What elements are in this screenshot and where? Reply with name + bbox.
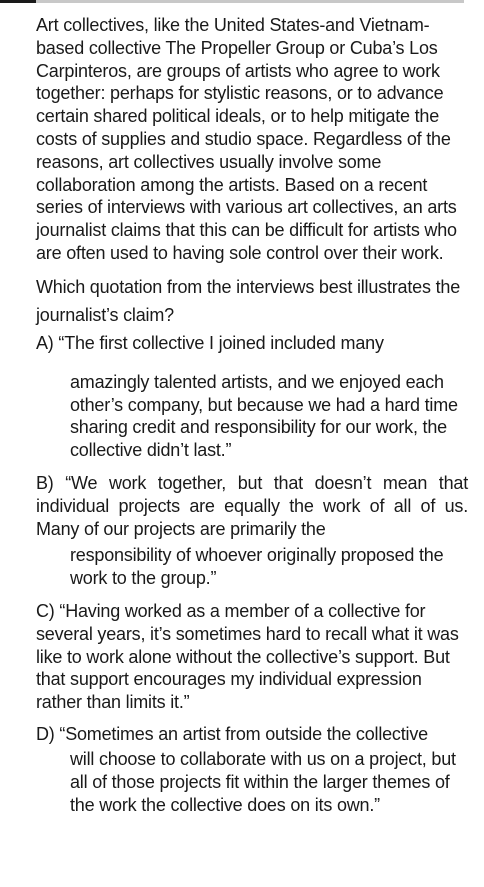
top-rule [36, 0, 464, 3]
choice-d-lead: D) “Sometimes an artist from outside the collective [36, 723, 428, 744]
choice-a-continuation: amazingly talented artists, and we enjoyed each other’s company, but because we had a hard time sharing credit and responsibility for our work, the collective didn’t last.” [70, 371, 458, 461]
passage-text: Art collectives, like the United States-and Vietnam-based collective The Propeller Group or Cuba’s Los Carpinteros, are groups of artists who agree to work together: perhaps for stylistic reasons, or to advance certain shared political ideals, or to help mitigate the costs of supplies and studio space. Regardless of the reasons, art collectives usually involve some collaboration among the artists. Based on a recent series of interviews with various art collectives, an arts journalist claims that this can be difficult for artists who are often used to having sole control over their work. [36, 15, 457, 263]
question-stem: Which quotation from the interviews best illustrates the journalist’s claim? [36, 276, 460, 325]
answer-choice-a[interactable] [36, 329, 468, 462]
answer-choice-d[interactable] [36, 720, 468, 816]
choice-b-continuation: responsibility of whoever originally proposed the work to the group.” [70, 545, 444, 589]
top-rule-accent [0, 0, 36, 3]
choice-b-lead: B) “We work together, but that doesn’t mean that individual projects are equally the work of all of us. Many of our projects are primarily the [36, 472, 468, 539]
choice-c-lead: C) “Having worked as a member of a collective for several years, it’s sometimes hard to recall what it was like to work alone without the collective’s support. But that support encourages my individual expression rather than limits it.” [36, 600, 459, 713]
question-content [36, 14, 468, 816]
choice-d-continuation: will choose to collaborate with us on a project, but all of those projects fit within the larger themes of the work the collective does on its own.” [70, 748, 456, 815]
answer-choice-c[interactable] [36, 600, 468, 714]
choice-a-lead: A) “The first collective I joined included many [36, 332, 384, 353]
answer-choice-b[interactable] [36, 472, 468, 590]
